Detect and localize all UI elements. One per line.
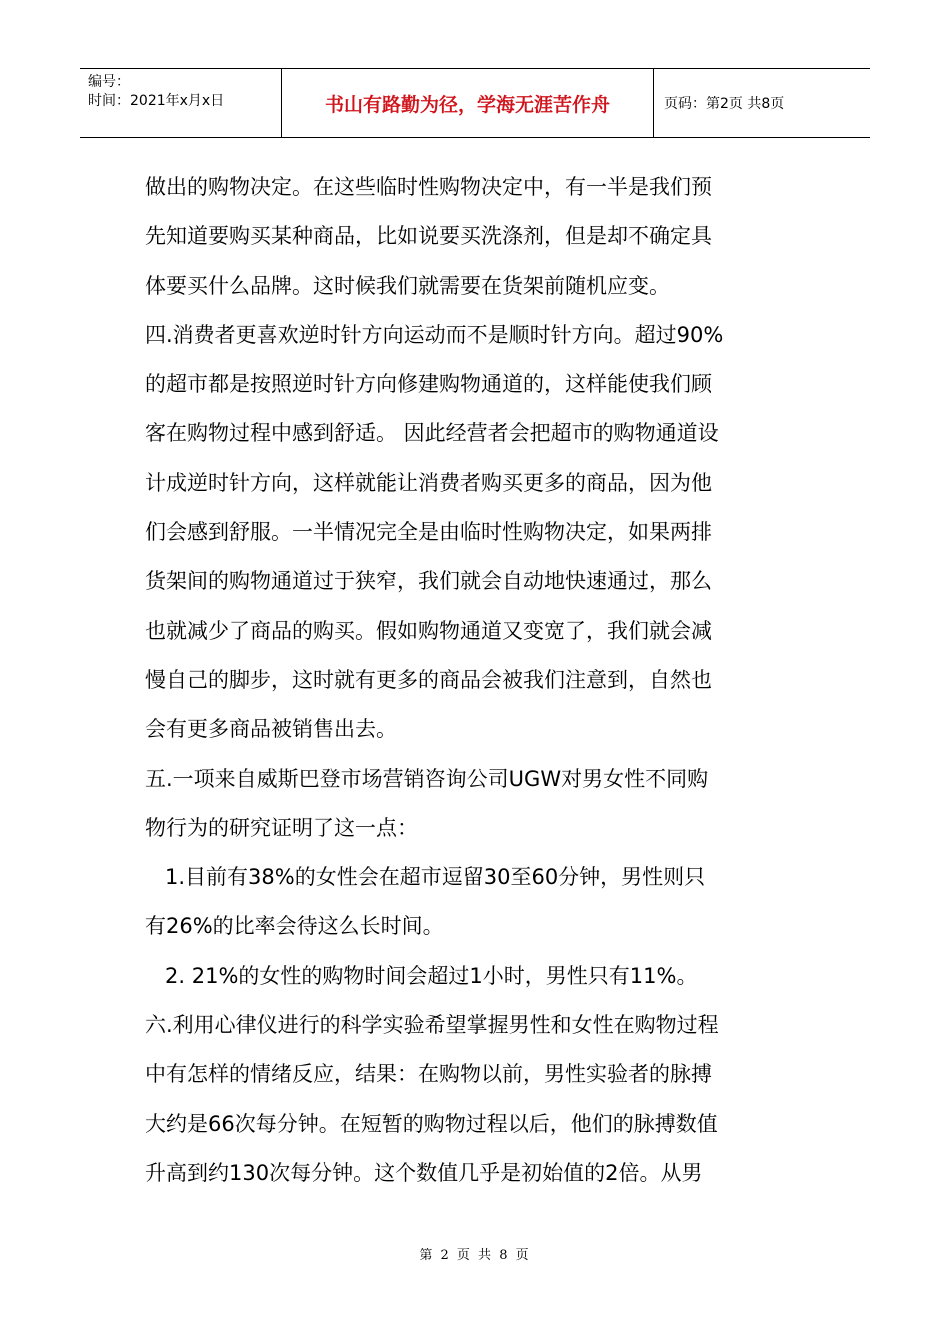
body-line: 升高到约130次每分钟。这个数值几乎是初始值的2倍。从男	[145, 1160, 703, 1185]
body-line: 四.消费者更喜欢逆时针方向运动而不是顺时针方向。超过90%	[145, 322, 724, 347]
body-line: 们会感到舒服。一半情况完全是由临时性购物决定，如果两排	[145, 520, 712, 545]
time-label: 时间：2021年x月x日	[88, 93, 225, 109]
body-line: 中有怎样的情绪反应，结果：在购物以前，男性实验者的脉搏	[145, 1062, 712, 1087]
body-line: 五.一项来自威斯巴登市场营销咨询公司UGW对男女性不同购	[145, 766, 709, 791]
body-line: 做出的购物决定。在这些临时性购物决定中，有一半是我们预	[145, 175, 712, 199]
body-line: 2. 21%的女性的购物时间会超过1小时，男性只有11%。	[145, 963, 698, 988]
number-label: 编号：	[88, 74, 130, 90]
body-line: 六.利用心律仪进行的科学实验希望掌握男性和女性在购物过程	[145, 1013, 719, 1038]
body-line: 1.目前有38%的女性会在超市逗留30至60分钟，男性则只	[145, 865, 706, 890]
body-line: 大约是66次每分钟。在短暂的购物过程以后，他们的脉搏数值	[145, 1111, 718, 1136]
page-footer: 第 2 页 共 8 页	[419, 1248, 531, 1263]
body-line: 货架间的购物通道过于狭窄，我们就会自动地快速通过，那么	[145, 569, 712, 594]
body-line: 物行为的研究证明了这一点：	[145, 815, 418, 840]
body-line: 的超市都是按照逆时针方向修建购物通道的，这样能使我们顾	[145, 372, 712, 397]
document-body	[145, 163, 810, 1198]
body-line: 会有更多商品被销售出去。	[145, 717, 397, 742]
body-line: 有26%的比率会待这么长时间。	[145, 914, 444, 939]
body-line: 也就减少了商品的购买。假如购物通道又变宽了，我们就会减	[145, 618, 712, 643]
header-motto: 书山有路勤为径，学海无涯苦作舟	[282, 69, 654, 137]
header-page-info: 页码：第2页 共8页	[664, 96, 785, 112]
body-line: 客在购物过程中感到舒适。 因此经营者会把超市的购物通道设	[145, 421, 719, 446]
page-header	[80, 68, 870, 138]
header-meta	[80, 69, 282, 137]
body-line: 体要买什么品牌。这时候我们就需要在货架前随机应变。	[145, 273, 670, 298]
body-line: 先知道要购买某种商品，比如说要买洗涤剂，但是却不确定具	[145, 224, 712, 249]
body-line: 慢自己的脚步，这时就有更多的商品会被我们注意到，自然也	[145, 667, 712, 692]
body-line: 计成逆时针方向，这样就能让消费者购买更多的商品，因为他	[145, 470, 712, 495]
